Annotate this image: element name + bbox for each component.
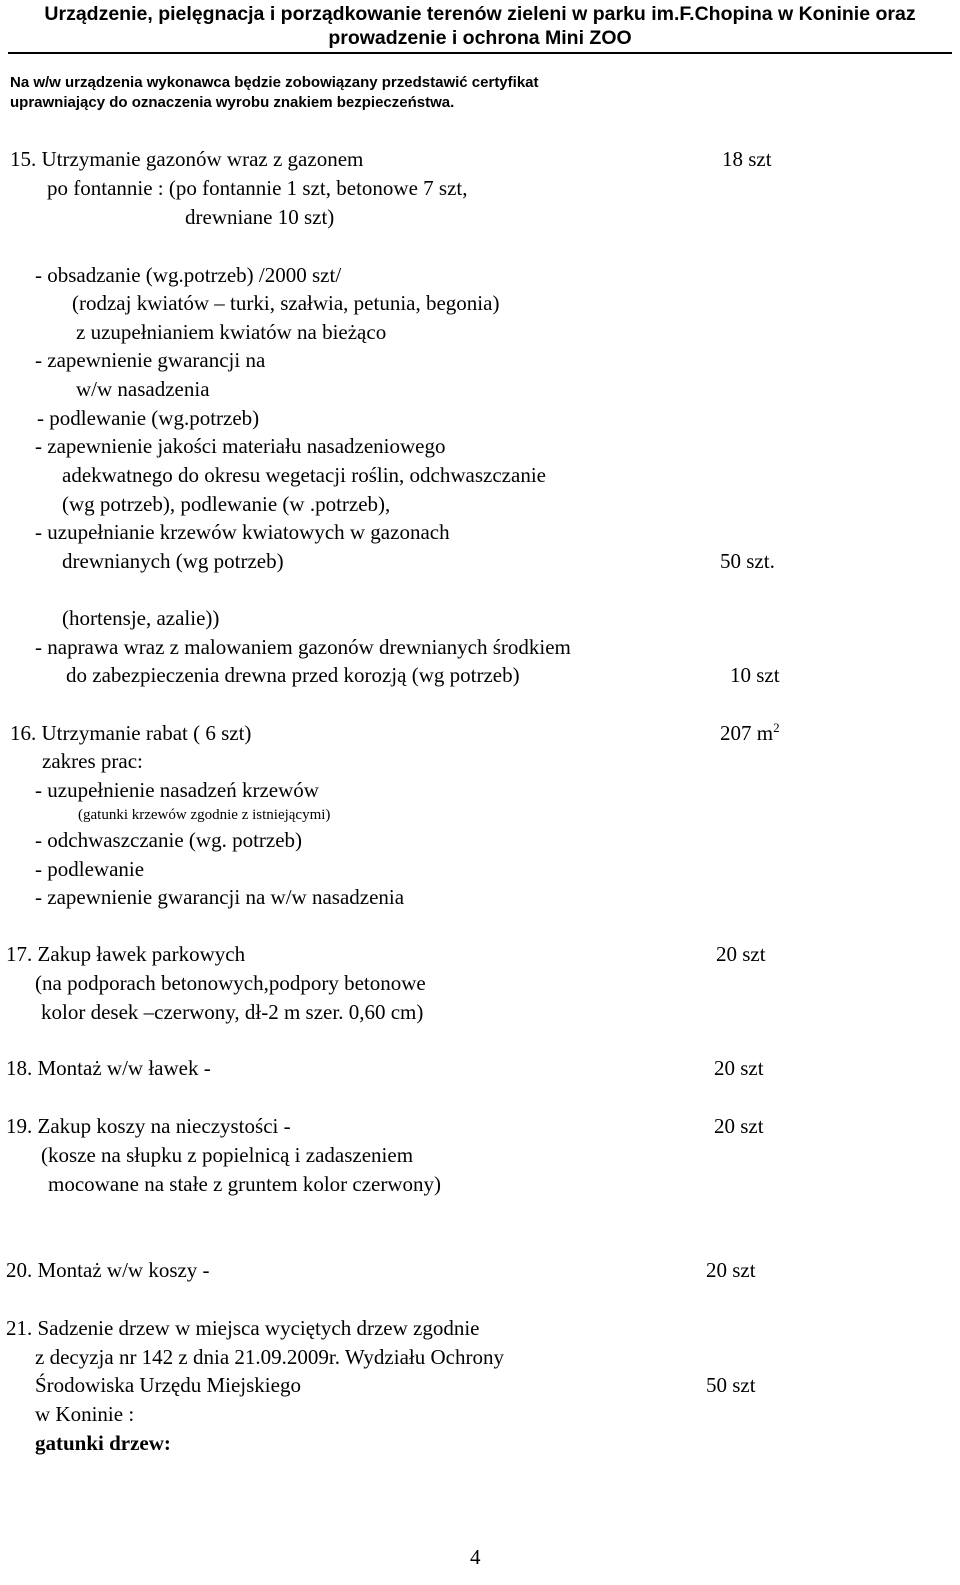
- page-number: 4: [470, 1545, 481, 1569]
- item-15-quantity: 18 szt: [722, 147, 772, 171]
- item-15-line: drewniane 10 szt): [185, 205, 335, 229]
- item-15-task: - obsadzanie (wg.potrzeb) /2000 szt/: [35, 263, 342, 287]
- item-16-task: - zapewnienie gwarancji na w/w nasadzenia: [35, 885, 405, 909]
- item-15-task: - zapewnienie gwarancji na: [35, 348, 266, 372]
- item-15-task: - naprawa wraz z malowaniem gazonów drewnianych środkiem: [35, 635, 571, 659]
- item-21-title: 21. Sadzenie drzew w miejsca wyciętych drzew zgodnie: [6, 1316, 480, 1340]
- item-15-task: - podlewanie (wg.potrzeb): [37, 406, 260, 430]
- item-15-task: (wg potrzeb), podlewanie (w .potrzeb),: [62, 492, 391, 516]
- item-15-task: w/w nasadzenia: [76, 377, 210, 401]
- item-17-detail: kolor desek –czerwony, dł-2 m szer. 0,60 cm): [41, 1000, 424, 1024]
- item-15-task: - zapewnienie jakości materiału nasadzeniowego: [35, 434, 446, 458]
- item-19-quantity: 20 szt: [714, 1114, 764, 1138]
- certificate-notice-line-1: Na w/w urządzenia wykonawca będzie zobowiązany przedstawić certyfikat: [10, 74, 539, 91]
- item-15-task: drewnianych (wg potrzeb): [62, 549, 284, 573]
- item-16-task: - podlewanie: [35, 857, 145, 881]
- square-unit-exponent: 2: [773, 720, 780, 735]
- item-15-quantity-3: 10 szt: [730, 663, 780, 687]
- item-16-task-note: (gatunki krzewów zgodnie z istniejącymi): [78, 807, 331, 823]
- item-15-task: (rodzaj kwiatów – turki, szałwia, petunia, begonia): [72, 291, 500, 315]
- item-17-detail: (na podporach betonowych,podpory betonowe: [35, 971, 426, 995]
- item-18-quantity: 20 szt: [714, 1056, 764, 1080]
- item-21-quantity: 50 szt: [706, 1373, 756, 1397]
- document-title-line-2: prowadzenie i ochrona Mini ZOO: [328, 27, 632, 49]
- item-16-task: - uzupełnienie nasadzeń krzewów: [35, 778, 319, 802]
- item-19-detail: (kosze na słupku z popielnicą i zadaszeniem: [41, 1143, 414, 1167]
- item-15-line: po fontannie : (po fontannie 1 szt, betonowe 7 szt,: [47, 176, 468, 200]
- certificate-notice-line-2: uprawniający do oznaczenia wyrobu znakiem bezpieczeństwa.: [10, 94, 455, 111]
- item-16-quantity: 207 $m^2$: [720, 720, 780, 745]
- item-15-task: z uzupełnianiem kwiatów na bieżąco: [76, 320, 387, 344]
- document-title-line-1: Urządzenie, pielęgnacja i porządkowanie terenów zieleni w parku im.F.Chopina w Koninie oraz: [44, 3, 916, 25]
- item-21-detail: z decyzja nr 142 z dnia 21.09.2009r. Wydziału Ochrony: [35, 1345, 504, 1369]
- item-16-title: 16. Utrzymanie rabat ( 6 szt): [10, 721, 252, 745]
- item-15-task: - uzupełnianie krzewów kwiatowych w gazonach: [35, 520, 450, 544]
- item-15-title: 15. Utrzymanie gazonów wraz z gazonem: [10, 147, 364, 171]
- tree-species-heading: gatunki drzew:: [35, 1431, 171, 1455]
- item-17-title: 17. Zakup ławek parkowych: [6, 942, 246, 966]
- item-15-task: (hortensje, azalie)): [62, 606, 220, 630]
- item-20-quantity: 20 szt: [706, 1258, 756, 1282]
- item-16-task: - odchwaszczanie (wg. potrzeb): [35, 828, 303, 852]
- item-15-quantity-2: 50 szt.: [720, 549, 775, 573]
- item-20-title: 20. Montaż w/w koszy -: [6, 1258, 210, 1282]
- item-21-detail: Środowiska Urzędu Miejskiego: [35, 1373, 301, 1397]
- item-19-detail: mocowane na stałe z gruntem kolor czerwony): [48, 1172, 442, 1196]
- title-divider: [8, 52, 952, 54]
- item-16-task: zakres prac:: [42, 749, 143, 773]
- item-18-title: 18. Montaż w/w ławek -: [6, 1056, 211, 1080]
- item-15-task: adekwatnego do okresu wegetacji roślin, odchwaszczanie: [62, 463, 546, 487]
- item-19-title: 19. Zakup koszy na nieczystości -: [6, 1114, 291, 1138]
- item-21-detail: w Koninie :: [35, 1402, 135, 1426]
- item-17-quantity: 20 szt: [716, 942, 766, 966]
- item-15-task: do zabezpieczenia drewna przed korozją (wg potrzeb): [66, 663, 520, 687]
